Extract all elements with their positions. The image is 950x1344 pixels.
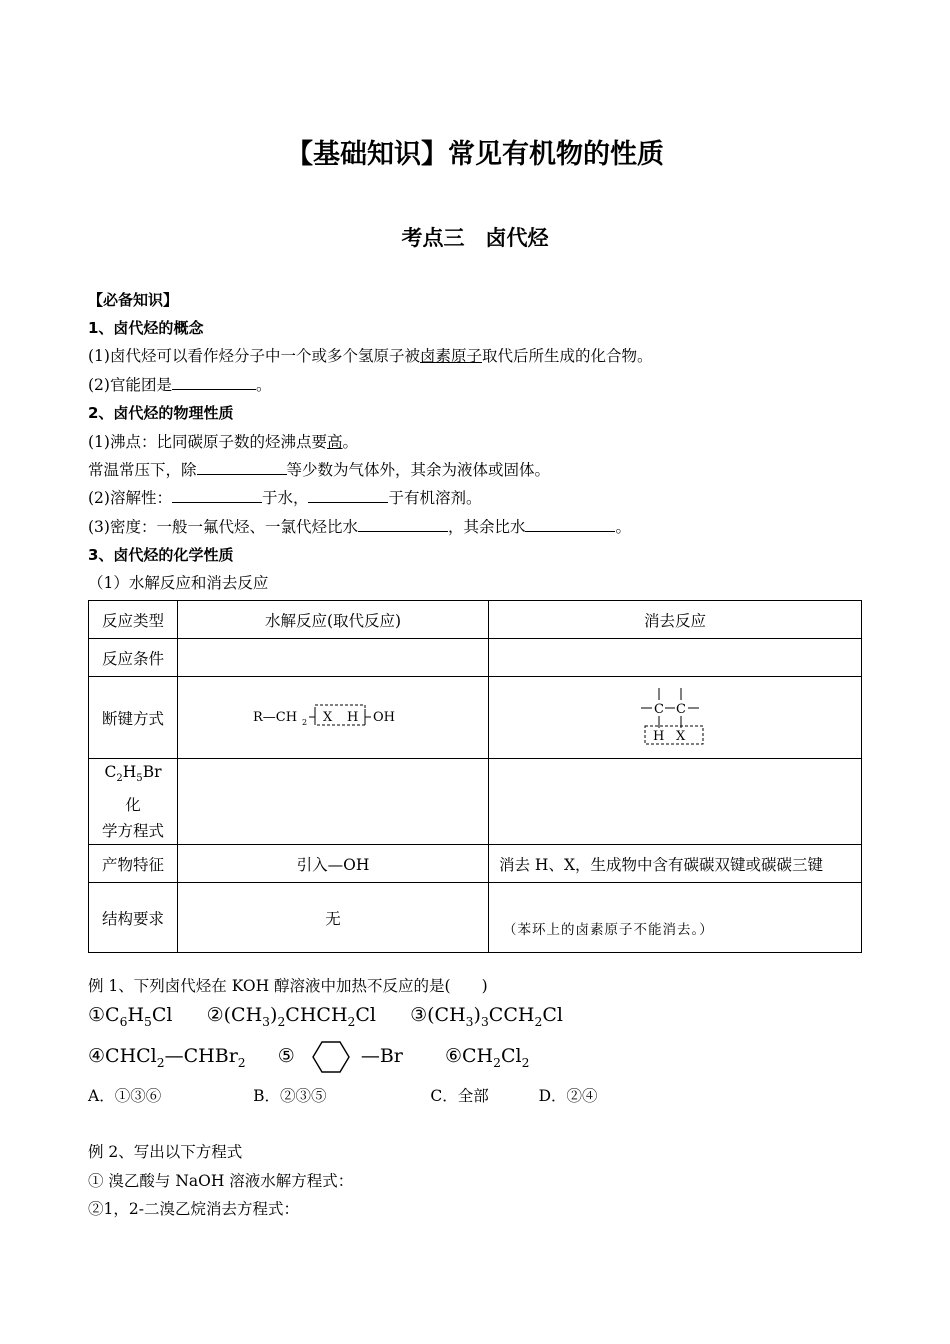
row-label-equation: $C_2H_5Br$ 化 学方程式	[89, 759, 178, 845]
formula-2: $②(CH_3)_2CHCH_2Cl$	[206, 1004, 376, 1029]
cell-elimination-condition[interactable]	[489, 639, 862, 677]
svg-text:X: X	[323, 709, 333, 725]
physical-line-2: 常温常压下，除 等少数为气体外，其余为液体或固体。	[88, 461, 551, 479]
table-row	[89, 639, 862, 677]
cell-elimination-product: 消去 H、X，生成物中含有碳碳双键或碳碳三键	[489, 845, 862, 883]
hydrolysis-bond-diagram	[178, 677, 489, 759]
formula-6: $⑥CH_2Cl_2$	[444, 1045, 530, 1070]
cell-hydrolysis-product: 引入—OH	[178, 845, 489, 883]
example2-line-2: ②1，2-二溴乙烷消去方程式：	[88, 1200, 299, 1218]
concept-line-2: (2)官能团是 。	[88, 376, 272, 394]
example2-line-1: ① 溴乙酸与 NaOH 溶液水解方程式：	[88, 1172, 354, 1190]
blank-water-solubility[interactable]	[172, 488, 262, 503]
option-b[interactable]: B．②③⑤	[253, 1087, 327, 1105]
blank-organic-solubility[interactable]	[308, 488, 388, 503]
heading-physical: 2、卤代烃的物理性质	[88, 404, 234, 422]
row-label-structure: 结构要求	[89, 883, 178, 953]
cyclohexane-ring-icon	[301, 1040, 361, 1074]
elimination-bond-diagram	[489, 677, 862, 759]
heading-concept: 1、卤代烃的概念	[88, 319, 204, 337]
heading-chemical: 3、卤代烃的化学性质	[88, 546, 234, 564]
required-knowledge-heading: 【必备知识】	[88, 291, 179, 309]
row-label-condition: 反应条件	[89, 639, 178, 677]
blank-gas[interactable]	[197, 460, 287, 475]
svg-text:X: X	[676, 728, 686, 744]
section-title: 考点三 卤代烃	[401, 226, 549, 250]
cell-elimination-structure: （苯环上的卤素原子不能消去。）	[489, 883, 862, 953]
option-a[interactable]: A．①③⑥	[88, 1087, 162, 1105]
blank-density-2[interactable]	[525, 517, 615, 532]
table-row	[89, 677, 862, 759]
physical-line-3: (2)溶解性： 于水， 于有机溶剂。	[88, 489, 482, 507]
cell-hydrolysis-condition[interactable]	[178, 639, 489, 677]
concept-line-1: (1)卤代烃可以看作烃分子中一个或多个氢原子被卤素原子取代后所生成的化合物。	[88, 347, 653, 365]
page-title: 【基础知识】常见有机物的性质	[286, 139, 664, 170]
svg-text:R—CH: R—CH	[253, 709, 298, 725]
table-row	[89, 759, 862, 845]
svg-text:H: H	[347, 709, 359, 725]
header-reaction-type: 反应类型	[89, 601, 178, 639]
formula-5: ⑤ —Br	[278, 1045, 403, 1067]
elimination-bond-svg	[635, 684, 715, 748]
option-c[interactable]: C．全部	[430, 1087, 489, 1105]
example1-question: 例 1、下列卤代烃在 KOH 醇溶液中加热不反应的是( )	[88, 977, 488, 995]
row-label-bond-break: 断键方式	[89, 677, 178, 759]
hydrolysis-bond-svg	[253, 701, 413, 731]
formula-4: ④CHCl$_2$—CHBr$_2$	[88, 1045, 246, 1070]
example1-formulas-row1	[88, 1004, 563, 1029]
example2-question: 例 2、写出以下方程式	[88, 1143, 243, 1161]
blank-density-1[interactable]	[358, 517, 448, 532]
cell-hydrolysis-structure: 无	[178, 883, 489, 953]
table-row	[89, 845, 862, 883]
physical-line-4: (3)密度：一般一氟代烃、一氯代烃比水 ，其余比水 。	[88, 518, 631, 536]
table-caption: （1）水解反应和消去反应	[88, 574, 269, 592]
formula-1: $①C_6H_5Cl$	[88, 1004, 173, 1029]
boiling-answer: 高	[326, 433, 343, 451]
row-label-product: 产物特征	[89, 845, 178, 883]
reaction-table	[88, 600, 862, 953]
table-row	[89, 883, 862, 953]
header-hydrolysis: 水解反应(取代反应)	[178, 601, 489, 639]
svg-text:2: 2	[302, 717, 308, 727]
formula-3: $③(CH_3)_3CCH_2Cl$	[410, 1004, 563, 1029]
table-row	[89, 601, 862, 639]
svg-text:C: C	[654, 701, 664, 717]
svg-text:H: H	[653, 728, 665, 744]
header-elimination: 消去反应	[489, 601, 862, 639]
blank-functional-group[interactable]	[172, 375, 256, 390]
example1-options	[88, 1086, 598, 1106]
option-d[interactable]: D．②④	[538, 1087, 598, 1105]
cell-hydrolysis-equation[interactable]	[178, 759, 489, 845]
svg-text:OH: OH	[373, 709, 395, 725]
cell-elimination-equation[interactable]	[489, 759, 862, 845]
example1-formulas-row2	[88, 1040, 529, 1074]
halogen-atom-answer: 卤素原子	[419, 347, 482, 365]
svg-text:C: C	[676, 701, 686, 717]
physical-line-1: (1)沸点：比同碳原子数的烃沸点要高。	[88, 433, 358, 451]
